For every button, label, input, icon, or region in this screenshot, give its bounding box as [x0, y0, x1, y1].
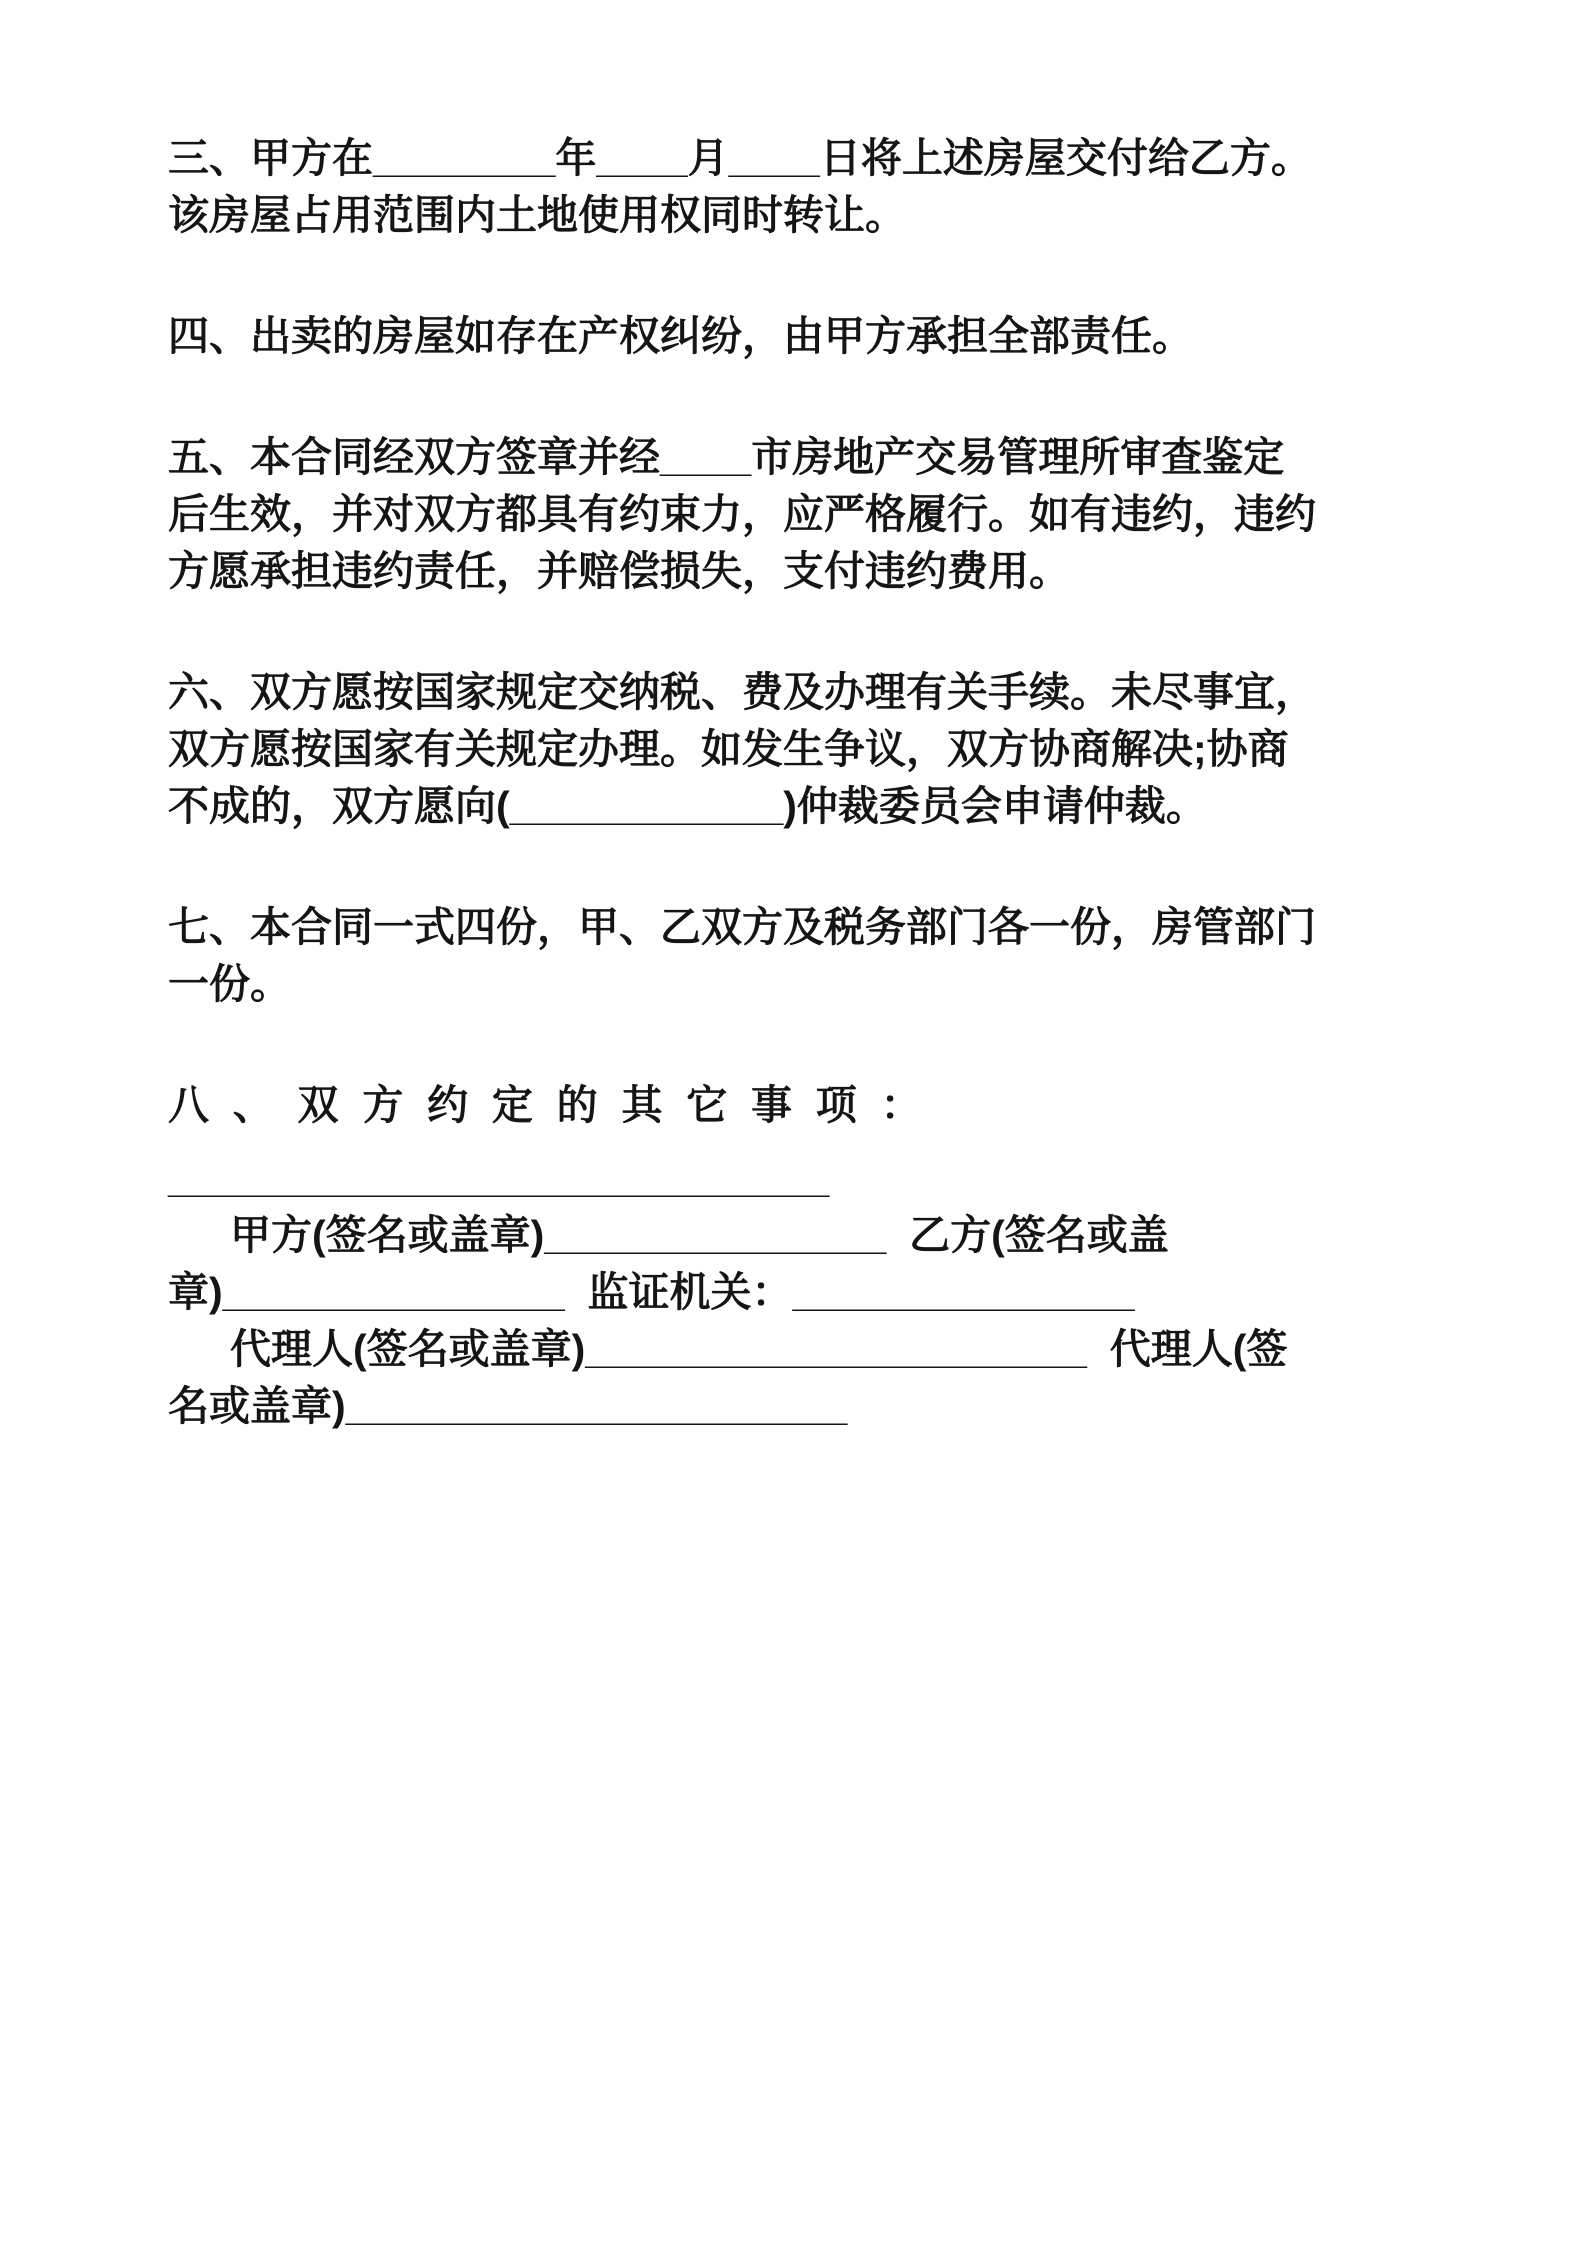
- clause-7: [168, 899, 1418, 1013]
- signature-line-party-a: 甲方(签名或盖章)_______________ 乙方(签名或盖: [230, 1212, 1169, 1258]
- clause-7-line-1: 七、本合同一式四份，甲、乙双方及税务部门各一份，房管部门: [168, 904, 1316, 950]
- clause-4-line-1: 四、出卖的房屋如存在产权纠纷，由甲方承担全部责任。: [168, 313, 1193, 359]
- other-items-blank-line: _____________________________: [168, 1155, 830, 1201]
- clause-6-line-1: 六、双方愿按国家规定交纳税、费及办理有关手续。未尽事宜，: [168, 669, 1316, 715]
- clause-6-line-3: 不成的，双方愿向(____________)仲裁委员会申请仲裁。: [168, 783, 1207, 829]
- signature-line-agent-b: 名或盖章)______________________: [168, 1383, 848, 1429]
- clause-5-line-1: 五、本合同经双方签章并经____市房地产交易管理所审查鉴定: [168, 434, 1285, 480]
- clause-3: [168, 130, 1418, 244]
- clause-5-line-2: 后生效，并对双方都具有约束力，应严格履行。如有违约，违约: [168, 491, 1316, 537]
- clause-3-line-2: 该房屋占用范围内土地使用权同时转让。: [168, 192, 906, 238]
- clause-5-line-3: 方愿承担违约责任，并赔偿损失，支付违约费用。: [168, 548, 1070, 594]
- clause-8: [168, 1077, 1418, 1134]
- clause-3-line-1: 三、甲方在________年____月____日将上述房屋交付给乙方。: [168, 135, 1312, 181]
- clause-5: [168, 429, 1418, 600]
- clause-4: [168, 308, 1418, 365]
- clause-7-line-2: 一份。: [168, 961, 291, 1007]
- signature-block: [168, 1150, 1418, 1435]
- clause-6: [168, 664, 1418, 835]
- clause-6-line-2: 双方愿按国家有关规定办理。如发生争议，双方协商解决;协商: [168, 726, 1289, 772]
- signature-line-party-b-notary: 章)_______________ 监证机关：_______________: [168, 1269, 1135, 1315]
- clause-8-heading: 八、双方约定的其它事项：: [168, 1082, 946, 1128]
- signature-line-agent-a: 代理人(签名或盖章)______________________ 代理人(签: [230, 1326, 1288, 1372]
